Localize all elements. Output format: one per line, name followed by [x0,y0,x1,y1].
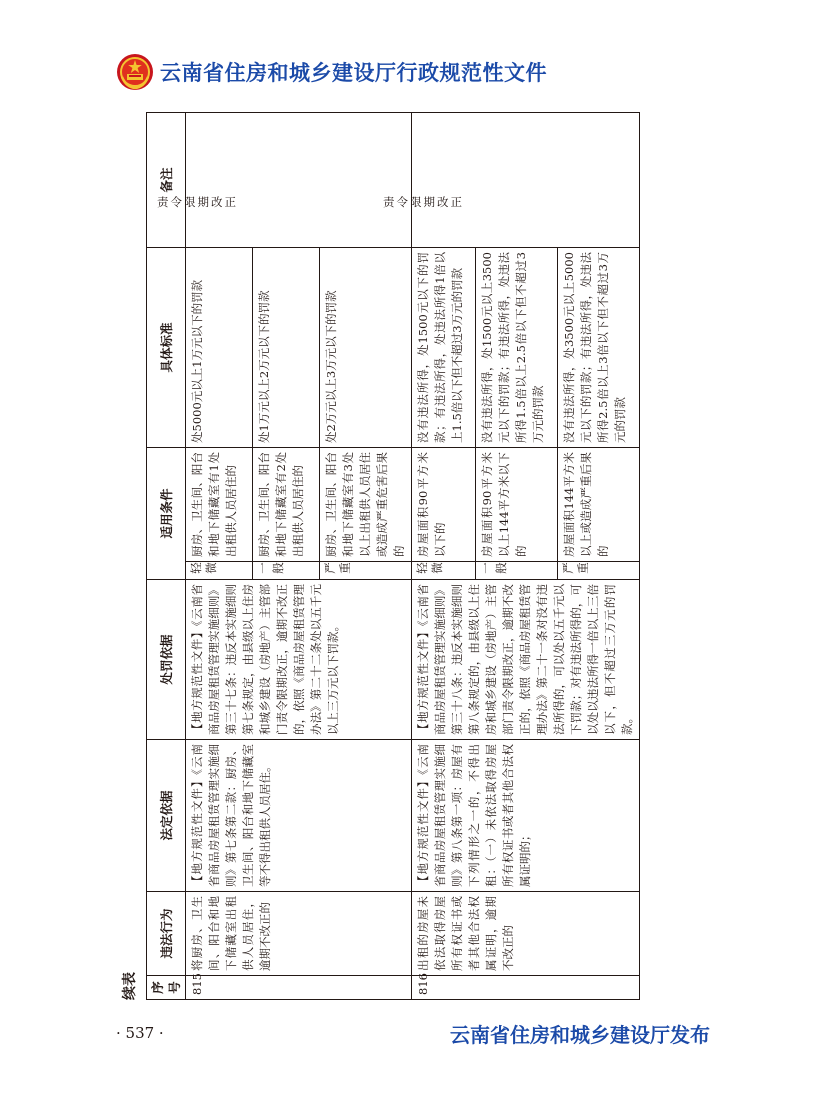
column-header-standard: 具体标准 [147,247,186,447]
standard-cell: 处5000元以上1万元以下的罚款 [186,247,253,447]
level-label: 轻微 [189,562,218,574]
column-header-penalty-basis: 处罚依据 [147,580,186,740]
level-cell [475,562,557,580]
standard-cell: 处1万元以上2万元以下的罚款 [253,247,320,447]
level-label: 一般 [256,562,285,574]
page-title: 云南省住房和城乡建设厅行政规范性文件 [160,61,547,85]
condition-cell: 房屋面积144平方米以上或造成严重后果的 [557,447,639,561]
condition-cell: 厨房、卫生间、阳台和地下储藏室有2处出租供人员居住的 [253,447,320,561]
row-seq: 816 [412,976,640,1000]
condition-cell: 厨房、卫生间、阳台和地下储藏室有1处出租供人员居住的 [186,447,253,561]
level-label: 一般 [478,562,508,574]
penalty-standard-table [146,112,640,1000]
standard-cell: 没有违法所得，处3500元以上5000元以下的罚款；有违法所得，处违法所得2.5倍以上3倍以下但不超过3万元的罚款 [557,247,639,447]
row-legal-basis: 【地方规范性文件】《云南省商品房屋租赁管理实施细则》第七条第二款：厨房、卫生间、阳台和地下储藏室等不得出租供人员居住。 [186,740,412,892]
rotated-table-container [120,113,639,1000]
standard-cell: 没有违法所得，处1500元以上3500元以下的罚款；有违法所得，处违法所得1.5倍以上2.5倍以下但不超过3万元的罚款 [475,247,557,447]
continued-label: 续表 [122,972,138,1000]
column-header-act: 违法行为 [147,892,186,976]
level-label: 严重 [323,562,352,574]
level-cell [320,562,412,580]
table-row [186,112,253,999]
column-header-seq: 序号 [147,976,186,1000]
condition-cell: 房屋面积90平方米以上144平方米以下的 [475,447,557,561]
remark-cell [383,112,640,247]
level-label: 严重 [560,562,590,574]
condition-cell: 房屋面积90平方米以下的 [412,447,476,561]
level-label: 轻微 [415,562,444,574]
level-cell [412,562,476,580]
row-legal-basis: 【地方规范性文件】《云南省商品房屋租赁管理实施细则》第八条第一项：房屋有下列情形之一的，不得出租：（一）未依法取得房屋所有权证书或者其他合法权属证明的； [412,740,640,892]
level-cell [557,562,639,580]
row-act: 将厨房、卫生间、阳台和地下储藏室出租供人员居住，逾期不改正的 [186,892,412,976]
level-cell [186,562,253,580]
remark-text: 责令限期改正 [157,194,238,209]
remark-text: 责令限期改正 [383,194,464,209]
level-cell [253,562,320,580]
table-header-row [147,112,186,999]
national-emblem-icon [116,53,154,91]
standard-cell: 处2万元以上3万元以下的罚款 [320,247,412,447]
row-penalty-basis: 【地方规范性文件】《云南省商品房屋租赁管理实施细则》第三十七条：违反本实施细则第七条规定，由县级以上住房和城乡建设（房地产）主管部门责令限期改正，逾期不改正的，依照《商品房屋租赁管理办法》第二十二条处以五千元以上三万元以下罚款。 [186,580,412,740]
column-header-remark: 备注 [147,112,186,247]
footer-publisher: 云南省住房和城乡建设厅发布 [450,1023,710,1047]
condition-cell: 厨房、卫生间、阳台和地下储藏室有3处以上出租供人员居住或造成严重危害后果的 [320,447,412,561]
page-number: · 537 · [116,1024,164,1042]
table-row [412,112,476,999]
column-header-legal-basis: 法定依据 [147,740,186,892]
document-header [116,53,716,93]
row-penalty-basis: 【地方规范性文件】《云南省商品房屋租赁管理实施细则》第三十八条：违反本实施细则第八条规定的，由县级以上住房和城乡建设（房地产）主管部门责令限期改正，逾期不改正的，依照《商品房屋租赁管理办法》第二十一条对没有违法所得的，可以处以五千元以下罚款；对有违法所得的，可以处以违法所得一倍以上三倍以下，但不超过三万元的罚款。 [412,580,640,740]
row-seq: 815 [186,976,412,1000]
standard-cell: 没有违法所得，处1500元以下的罚款；有违法所得，处违法所得1倍以上1.5倍以下但不超过3万元的罚款 [412,247,476,447]
column-header-condition: 适用条件 [147,447,186,579]
row-act: 出租的房屋未依法取得房屋所有权证书或者其他合法权属证明，逾期不改正的 [412,892,640,976]
